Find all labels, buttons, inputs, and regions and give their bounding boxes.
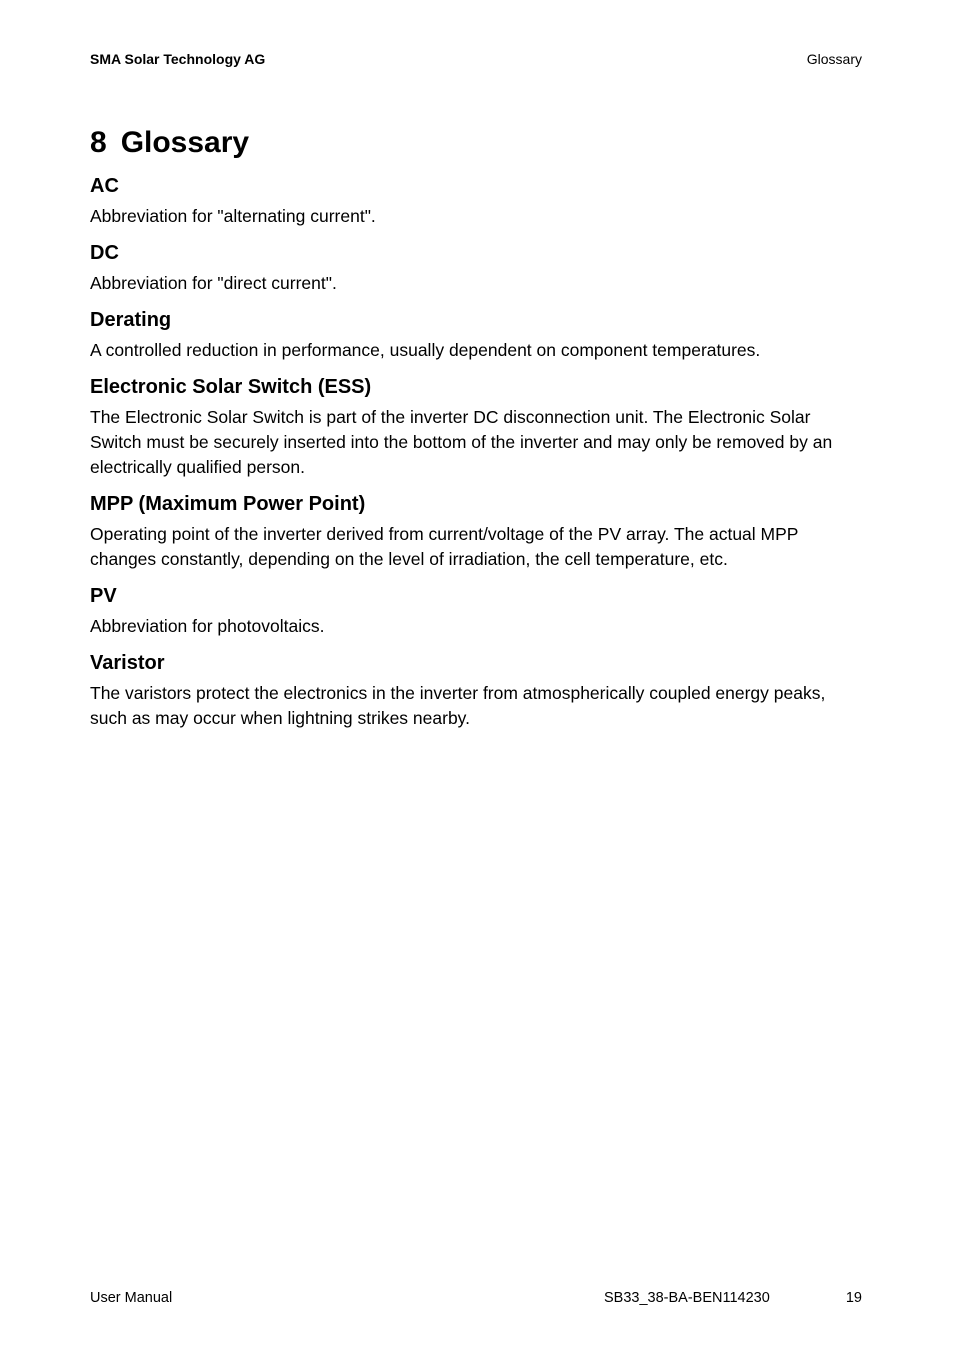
glossary-term: Derating: [90, 309, 172, 331]
glossary-entry-varistor: [90, 649, 862, 731]
glossary-term: AC: [90, 175, 119, 197]
header-section: Glossary: [806, 51, 862, 67]
glossary-entry-mpp: [90, 490, 862, 572]
glossary-definition: The varistors protect the electronics in the inverter from atmospherically coupled energy peaks, such as may occur when lightning strikes nearby.: [90, 683, 826, 728]
glossary-term: DC: [90, 242, 119, 264]
glossary-definition: Abbreviation for "alternating current".: [90, 206, 376, 226]
glossary-definition: Abbreviation for photovoltaics.: [90, 616, 325, 636]
glossary-term: PV: [90, 585, 117, 607]
glossary-term: Electronic Solar Switch (ESS): [90, 376, 372, 398]
footer-document-code: SB33_38-BA-BEN114230: [604, 1290, 770, 1306]
glossary-definition: A controlled reduction in performance, usually dependent on component temperatures.: [90, 340, 761, 360]
glossary-entry-pv: [90, 582, 862, 639]
chapter-title: [90, 122, 862, 164]
glossary-term: MPP (Maximum Power Point): [90, 493, 366, 515]
glossary-entry-dc: [90, 239, 862, 296]
footer-page-number: 19: [845, 1290, 862, 1306]
glossary-term: Varistor: [90, 652, 165, 674]
chapter-title-text: Glossary: [120, 126, 250, 159]
page-footer: [90, 1290, 862, 1312]
glossary-definition: The Electronic Solar Switch is part of the inverter DC disconnection unit. The Electronic Solar Switch must be securely inserted into the bottom of the inverter and may only be removed by an electrically qualified person.: [90, 407, 833, 477]
glossary-entry-ess: [90, 373, 862, 480]
glossary-definition: Operating point of the inverter derived from current/voltage of the PV array. The actual MPP changes constantly, depending on the level of irradiation, the cell temperature, etc.: [90, 524, 799, 569]
header-company: SMA Solar Technology AG: [90, 51, 266, 67]
chapter-number: 8: [90, 126, 107, 159]
page-header: [90, 49, 862, 69]
glossary-entry-derating: [90, 306, 862, 363]
footer-document-type: User Manual: [90, 1290, 173, 1306]
page-content: [90, 122, 862, 741]
glossary-definition: Abbreviation for "direct current".: [90, 273, 337, 293]
glossary-entry-ac: [90, 172, 862, 229]
